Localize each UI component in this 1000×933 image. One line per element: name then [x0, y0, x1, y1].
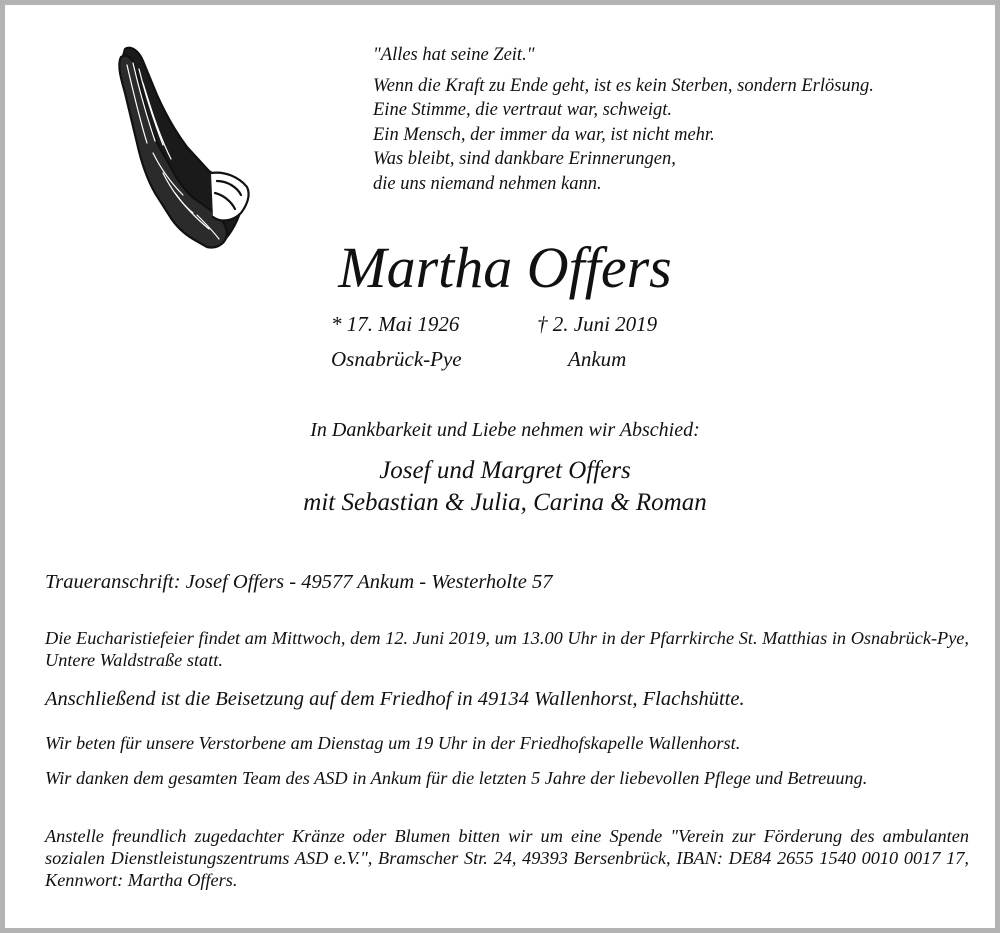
farewell-intro: In Dankbarkeit und Liebe nehmen wir Abschied:	[310, 419, 700, 441]
death-place: Ankum	[568, 347, 627, 371]
verse-line: Was bleibt, sind dankbare Erinnerungen,	[373, 149, 676, 169]
birth-place: Osnabrück-Pye	[331, 347, 462, 371]
donation-notice: Anstelle freundlich zugedachter Kränze oder Blumen bitten wir um eine Spende "Verein zur Förderung des ambulanten sozialen Dienstleistungszentrums ASD e.V.", Bramscher Str. 24, 49393 Bersenbrück, IBAN: DE84 2655 1540 0010 0017 17, Kennwort: Martha Offers.	[45, 826, 969, 890]
verse-line: Eine Stimme, die vertraut war, schweigt.	[373, 100, 673, 120]
death-date: † 2. Juni 2019	[537, 312, 658, 336]
verse-line: Ein Mensch, der immer da war, ist nicht mehr.	[373, 124, 715, 145]
mass-notice: Die Eucharistiefeier findet am Mittwoch, dem 12. Juni 2019, um 13.00 Uhr in der Pfarrkirche St. Matthias in Osnabrück-Pye, Untere Waldstraße statt.	[45, 628, 969, 670]
verse-block	[373, 43, 874, 196]
prayer-notice: Wir beten für unsere Verstorbene am Dienstag um 19 Uhr in der Friedhofskapelle Wallenhorst.	[45, 733, 741, 753]
verse-line: die uns niemand nehmen kann.	[373, 173, 602, 194]
praying-hands-icon	[113, 43, 253, 251]
burial-notice: Anschließend ist die Beisetzung auf dem Friedhof in 49134 Wallenhorst, Flachshütte.	[45, 688, 745, 710]
deceased-name: Martha Offers	[338, 235, 672, 300]
thanks-notice: Wir danken dem gesamten Team des ASD in Ankum für die letzten 5 Jahre der liebevollen Pflege und Betreuung.	[45, 768, 868, 788]
family-line-2: mit Sebastian & Julia, Carina & Roman	[303, 489, 707, 516]
verse-motto: "Alles hat seine Zeit."	[373, 45, 535, 65]
mourning-address: Traueranschrift: Josef Offers - 49577 Ankum - Westerholte 57	[45, 571, 553, 593]
family-line-1: Josef und Margret Offers	[379, 457, 631, 484]
birth-date: * 17. Mai 1926	[331, 312, 460, 336]
verse-line: Wenn die Kraft zu Ende geht, ist es kein Sterben, sondern Erlösung.	[373, 75, 874, 96]
